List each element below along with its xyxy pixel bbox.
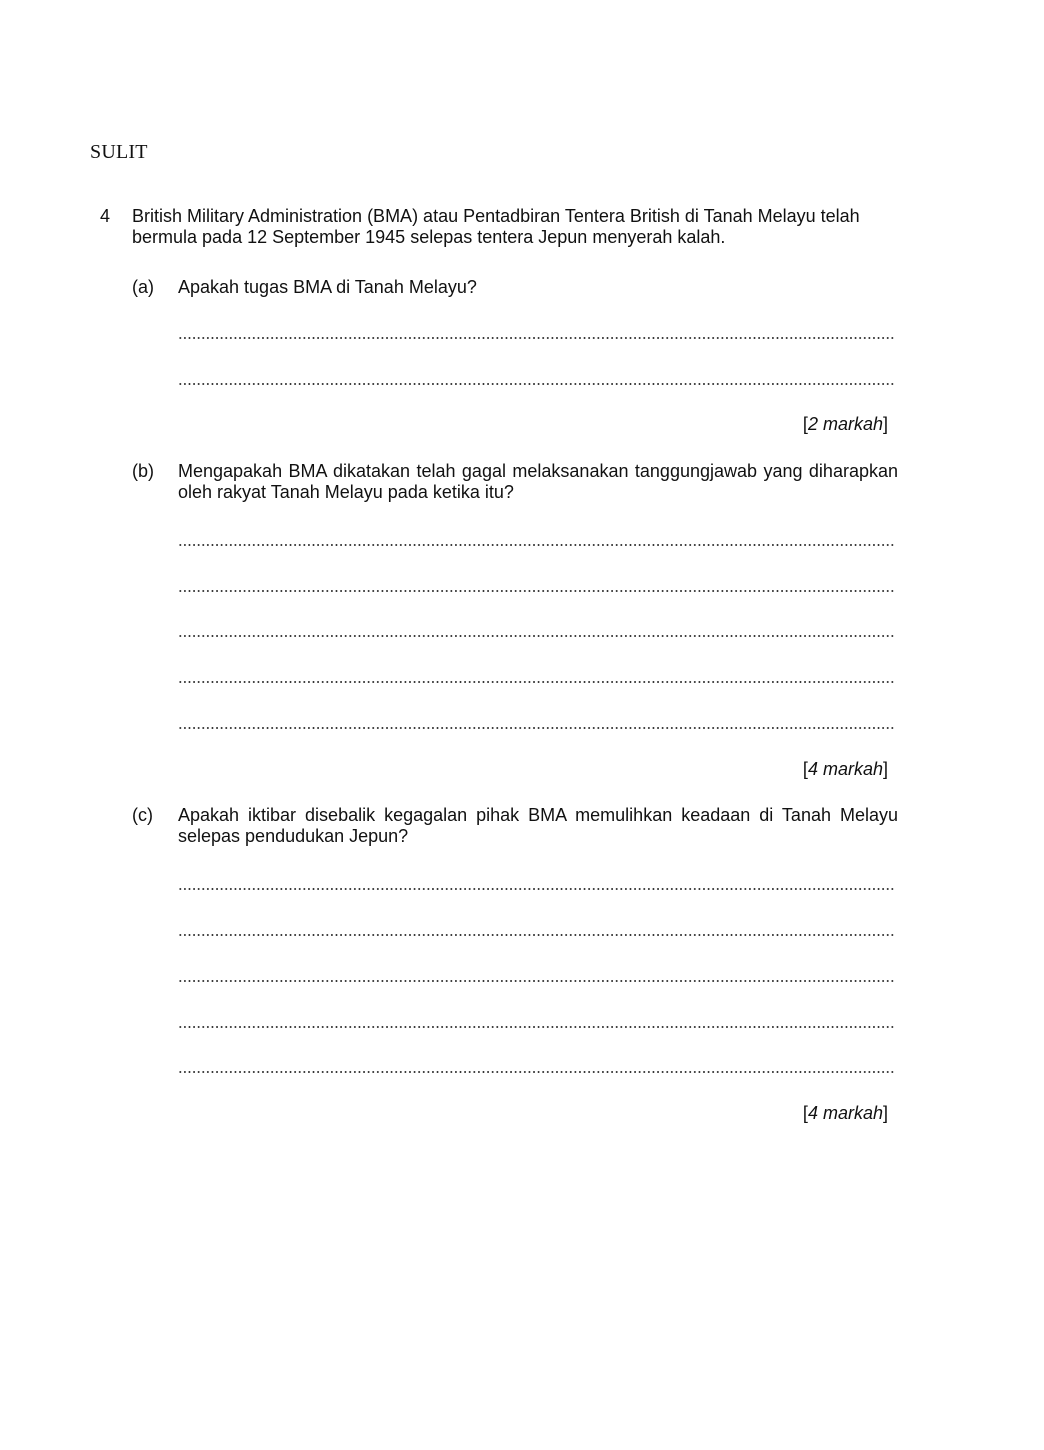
answer-line-a-2[interactable]: [178, 383, 896, 385]
answer-line-c-2[interactable]: [178, 934, 896, 936]
part-a-label: (a): [132, 277, 154, 297]
part-a-marks: [2 markah]: [802, 414, 888, 434]
part-b-label: (b): [132, 461, 154, 481]
answer-line-c-1[interactable]: [178, 888, 896, 890]
part-a-question: Apakah tugas BMA di Tanah Melayu?: [178, 277, 477, 297]
question-stem: British Military Administration (BMA) atau Pentadbiran Tentera British di Tanah Melayu telah bermula pada 12 September 1945 selepas tentera Jepun menyerah kalah.: [132, 206, 860, 247]
answer-line-a-1[interactable]: [178, 337, 896, 339]
part-b-marks: [4 markah]: [802, 759, 888, 779]
page-header-sulit: SULIT: [90, 141, 148, 163]
answer-line-b-4[interactable]: [178, 681, 896, 683]
answer-line-b-3[interactable]: [178, 635, 896, 637]
part-b-question: Mengapakah BMA dikatakan telah gagal melaksanakan tanggungjawab yang diharapkan oleh rakyat Tanah Melayu pada ketika itu?: [178, 461, 898, 502]
question-number: 4: [100, 206, 111, 226]
answer-line-b-1[interactable]: [178, 544, 896, 546]
part-c-marks: [4 markah]: [802, 1103, 888, 1123]
answer-line-b-5[interactable]: [178, 727, 896, 729]
part-c-question: Apakah iktibar disebalik kegagalan pihak BMA memulihkan keadaan di Tanah Melayu selepas pendudukan Jepun?: [178, 805, 898, 846]
answer-line-c-4[interactable]: [178, 1026, 896, 1028]
part-c-label: (c): [132, 805, 153, 825]
answer-line-b-2[interactable]: [178, 590, 896, 592]
answer-line-c-5[interactable]: [178, 1071, 896, 1073]
answer-line-c-3[interactable]: [178, 980, 896, 982]
